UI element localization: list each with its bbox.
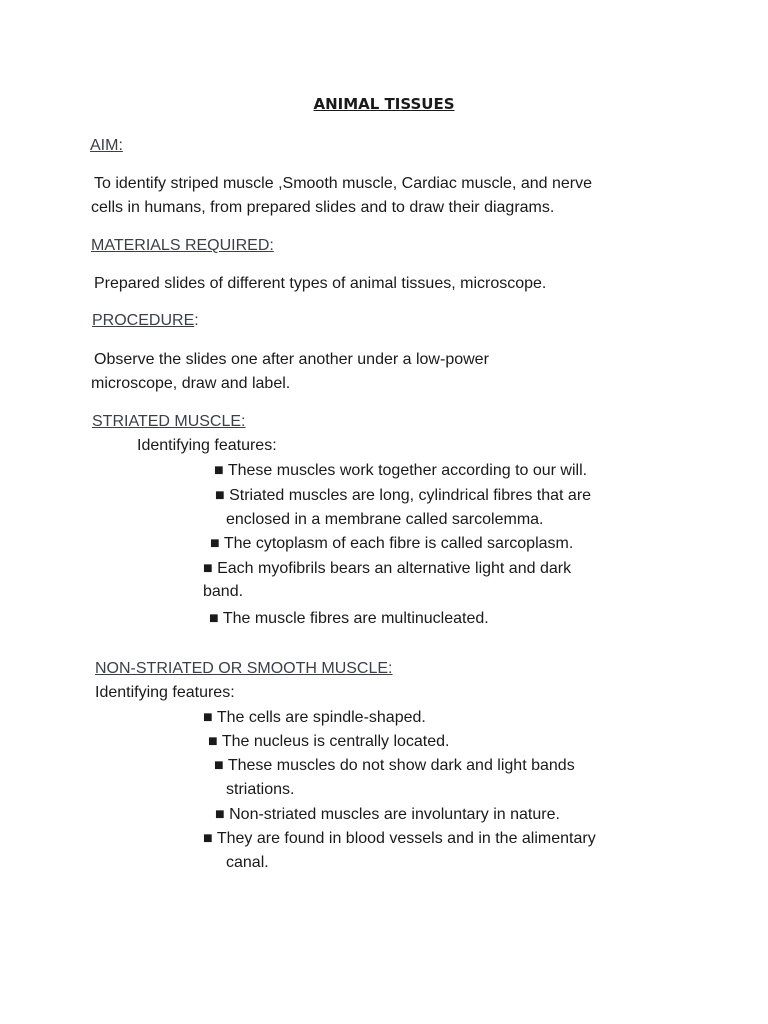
striated-heading: STRIATED MUSCLE: bbox=[92, 413, 246, 430]
materials-text: Prepared slides of different types of animal tissues, microscope. bbox=[94, 275, 547, 292]
list-item: ■ Non-striated muscles are involuntary in nature. bbox=[215, 806, 560, 823]
list-item: ■ These muscles do not show dark and light bands bbox=[214, 757, 575, 774]
list-item: enclosed in a membrane called sarcolemma. bbox=[226, 511, 544, 528]
list-item: canal. bbox=[226, 854, 269, 871]
list-item: ■ Each myofibrils bears an alternative light and dark bbox=[203, 560, 572, 577]
striated-features-label: Identifying features: bbox=[137, 437, 277, 454]
aim-text-line-1: To identify striped muscle ,Smooth muscle, Cardiac muscle, and nerve bbox=[94, 175, 592, 192]
procedure-text-line-1: Observe the slides one after another under a low-power bbox=[94, 351, 489, 368]
procedure-heading bbox=[92, 311, 199, 330]
list-item: striations. bbox=[226, 781, 295, 798]
list-item: band. bbox=[203, 583, 244, 600]
list-item: ■ The cytoplasm of each fibre is called sarcoplasm. bbox=[210, 535, 574, 552]
materials-heading: MATERIALS REQUIRED: bbox=[91, 237, 274, 254]
list-item: ■ They are found in blood vessels and in the alimentary bbox=[203, 830, 596, 847]
list-item: ■ The nucleus is centrally located. bbox=[208, 733, 450, 750]
procedure-heading-colon: : bbox=[194, 312, 199, 329]
list-item: ■ The muscle fibres are multinucleated. bbox=[209, 610, 489, 627]
smooth-heading: NON-STRIATED OR SMOOTH MUSCLE: bbox=[95, 660, 393, 677]
aim-heading: AIM: bbox=[90, 137, 123, 154]
list-item: ■ The cells are spindle-shaped. bbox=[203, 709, 426, 726]
list-item: ■ Striated muscles are long, cylindrical fibres that are bbox=[215, 487, 592, 504]
aim-text-line-2: cells in humans, from prepared slides and to draw their diagrams. bbox=[91, 199, 555, 216]
procedure-heading-label: PROCEDURE bbox=[92, 312, 195, 329]
list-item: ■ These muscles work together according to our will. bbox=[214, 462, 588, 479]
procedure-text-line-2: microscope, draw and label. bbox=[91, 375, 291, 392]
document-title: ANIMAL TISSUES bbox=[313, 95, 455, 113]
smooth-features-label: Identifying features: bbox=[95, 684, 235, 701]
